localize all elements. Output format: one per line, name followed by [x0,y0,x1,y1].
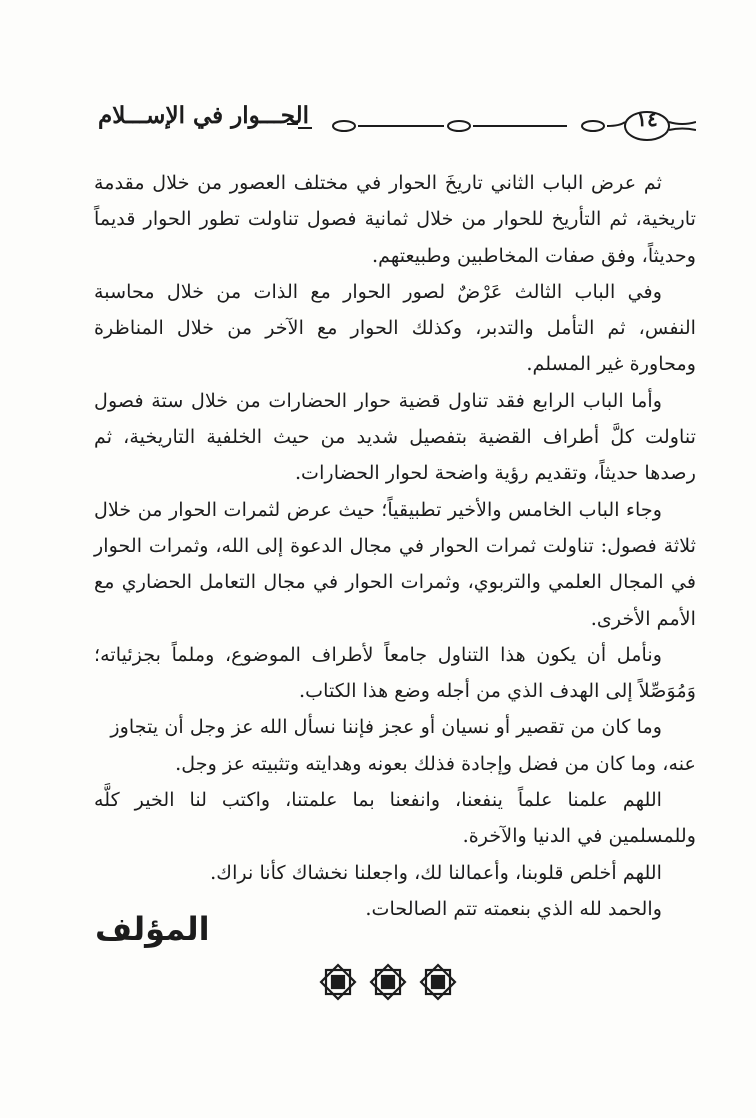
ornament-icon [318,962,358,1002]
body-text [94,165,696,927]
running-header [90,100,696,150]
paragraph: اللهم أخلص قلوبنا، وأعمالنا لك، واجعلنا نخشاك كأنا نراك. [210,860,662,884]
author-signature: المؤلف [95,910,210,948]
paragraph: وما كان من تقصير أو نسيان أو عجز فإننا نسأل الله عز وجل أن يتجاوز عنه، وما كان من فضل وإجادة فذلك بعونه وهدايته وتثبيته عز وجل. [110,715,696,775]
ornament-icon [368,962,408,1002]
paragraph: والحمد لله الذي بنعمته تتم الصالحات. [365,896,662,920]
paragraph: وجاء الباب الخامس والأخير تطبيقياً؛ حيث عرض لثمرات الحوار من خلال ثلاثة فصول: تناولت ثمرات الحوار في مجال الدعوة إلى الله، وثمرات الحوار في المجال العلمي والتربوي، وثمرات الحوار في مجال التعامل الحضاري مع الأمم الأخرى. [94,497,696,630]
paragraph: وأما الباب الرابع فقد تناول قضية حوار الحضارات من خلال ستة فصول تناولت كلَّ أطراف القضية بتفصيل شديد من حيث الخلفية التاريخية، ثم رصدها حديثاً، وتقديم رؤية واضحة لحوار الحضارات. [94,388,696,485]
header-title: الحـــوار في الإســـلام [98,102,309,129]
paragraph: ثم عرض الباب الثاني تاريخَ الحوار في مختلف العصور من خلال مقدمة تاريخية، ثم التأريخ للحوار من خلال ثمانية فصول تناولت تطور الحوار قديماً وحديثاً، وفق صفات المخاطبين وطبيعتهم. [94,171,696,267]
paragraph: ونأمل أن يكون هذا التناول جامعاً لأطراف الموضوع، وملماً بجزئياته؛ وَمُوَصِّلاً إلى الهدف الذي من أجله وضع هذا الكتاب. [94,642,696,703]
paragraph: وفي الباب الثالث عَرْضٌ لصور الحوار مع الذات من خلال محاسبة النفس، ثم التأمل والتدبر، وكذلك الحوار مع الآخر من خلال المناظرة ومحاورة غير المسلم. [94,279,696,376]
page-number: ١٤ [636,107,658,131]
paragraph: اللهم علمنا علماً ينفعنا، وانفعنا بما علمتنا، واكتب لنا الخير كلَّه وللمسلمين في الدنيا والآخرة. [94,788,696,848]
ornament-icon [418,962,458,1002]
